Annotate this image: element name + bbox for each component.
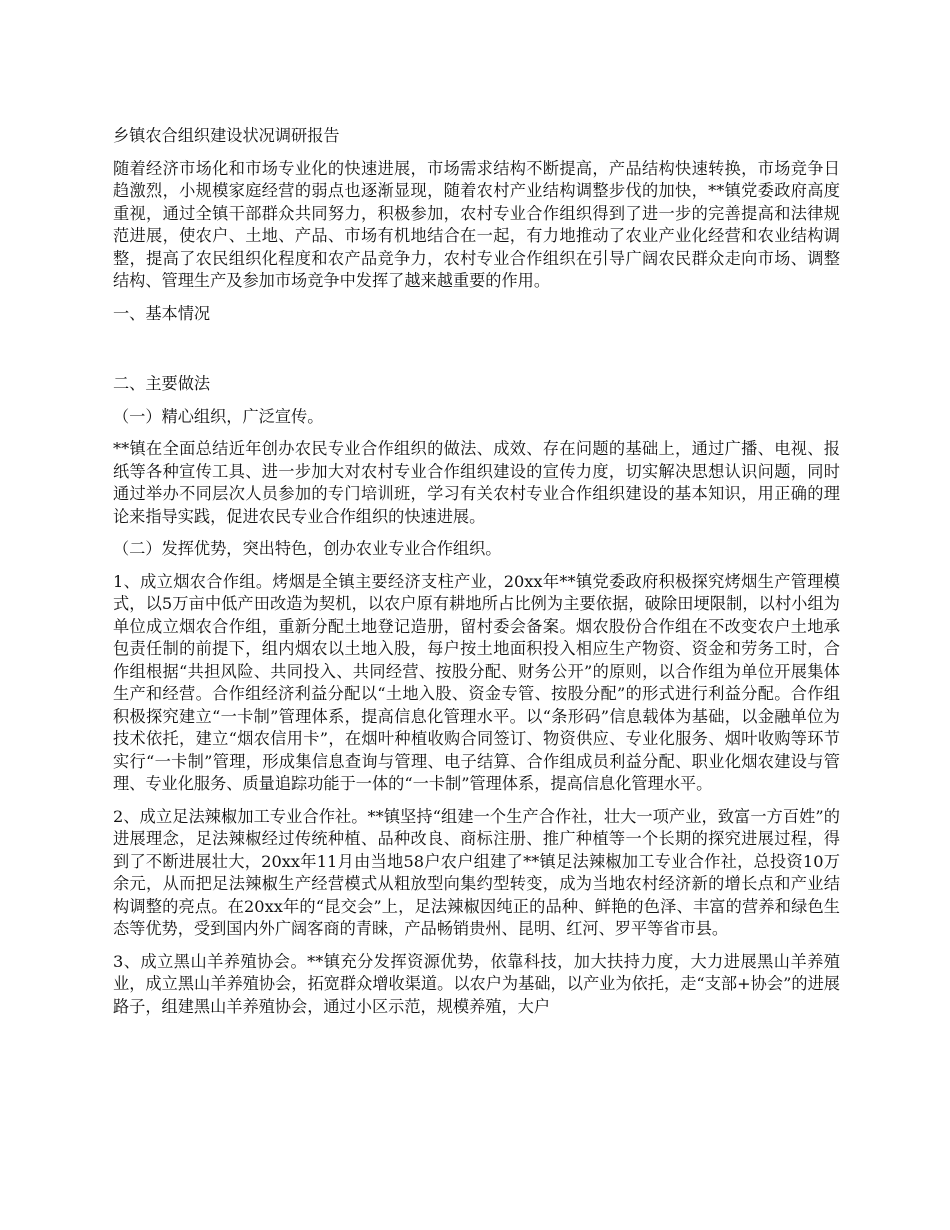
- list-item-tobacco-cooperative: 1、成立烟农合作组。烤烟是全镇主要经济支柱产业，20xx年**镇党委政府积极探究烤烟生产管理模式，以5万亩中低产田改造为契机，以农户原有耕地所占比例为主要依据，破除田埂限制，以村小组为单位成立烟农合作组，重新分配土地登记造册，留村委会备案。烟农股份合作组在不改变农户土地承包责任制的前提下，组内烟农以土地入股，每户按土地面积投入相应生产物资、资金和劳务工时，合作组根据“共担风险、共同投入、共同经营、按股分配、财务公开”的原则，以合作组为单位开展集体生产和经营。合作组经济利益分配以“土地入股、资金专管、按股分配”的形式进行利益分配。合作组积极探究建立“一卡制”管理体系，提高信息化管理水平。以“条形码”信息载体为基础，以金融单位为技术依托，建立“烟农信用卡”，在烟叶种植收购合同签订、物资供应、专业化服务、烟叶收购等环节实行“一卡制”管理，形成集信息查询与管理、电子结算、合作组成员利益分配、职业化烟农建设与管理、专业化服务、质量追踪功能于一体的“一卡制”管理体系，提高信息化管理水平。: [113, 571, 840, 793]
- document-body: [113, 125, 840, 1028]
- subsection-heading-leverage-advantages: （二）发挥优势，突出特色，创办农业专业合作组织。: [113, 539, 502, 558]
- section-heading-main-practices: 二、主要做法: [113, 374, 211, 393]
- subsection-heading-organize-publicize: （一）精心组织，广泛宣传。: [113, 406, 324, 426]
- intro-paragraph: 随着经济市场化和市场专业化的快速进展，市场需求结构不断提高，产品结构快速转换，市场竞争日趋激烈，小规模家庭经营的弱点也逐渐显现，随着农村产业结构调整步伐的加快，**镇党委政府高度重视，通过全镇干部群众共同努力，积极参加，农村专业合作组织得到了进一步的完善提高和法律规范进展，使农户、土地、产品、市场有机地结合在一起，有力地推动了农业产业化经营和农业结构调整，提高了农民组织化程度和农产品竞争力，农村专业合作组织在引导广阔农民群众走向市场、调整结构、管理生产及参加市场竞争中发挥了越来越重要的作用。: [113, 158, 840, 290]
- subsection-paragraph-organize-publicize: **镇在全面总结近年创办农民专业合作组织的做法、成效、存在问题的基础上，通过广播、电视、报纸等各种宣传工具、进一步加大对农村专业合作组织建设的宣传力度，切实解决思想认识问题，同时通过举办不同层次人员参加的专门培训班，学习有关农村专业合作组织建设的基本知识，用正确的理论来指导实践，促进农民专业合作组织的快速进展。: [113, 439, 840, 526]
- list-item-goat-association: 3、成立黑山羊养殖协会。**镇充分发挥资源优势，依靠科技，加大扶持力度，大力进展黑山羊养殖业，成立黑山羊养殖协会，拓宽群众增收渠道。以农户为基础，以产业为依托，走“支部+协会”的进展路子，组建黑山羊养殖协会，通过小区示范，规模养殖，大户: [113, 951, 840, 1016]
- list-item-pepper-cooperative: 2、成立足法辣椒加工专业合作社。**镇坚持“组建一个生产合作社，壮大一项产业，致富一方百姓”的进展理念，足法辣椒经过传统种植、品种改良、商标注册、推广种植等一个长期的探究进展过程，得到了不断进展壮大，20xx年11月由当地58户农户组建了**镇足法辣椒加工专业合作社，总投资10万余元，从而把足法辣椒生产经营模式从粗放型向集约型转变，成为当地农村经济新的增长点和产业结构调整的亮点。在20xx年的“昆交会”上，足法辣椒因纯正的品种、鲜艳的色泽、丰富的营养和绿色生态等优势，受到国内外广阔客商的青睐，产品畅销贵州、昆明、红河、罗平等省市县。: [113, 806, 840, 938]
- document-title: 乡镇农合组织建设状况调研报告: [113, 126, 340, 145]
- section-heading-basic-situation: 一、基本情况: [113, 303, 211, 323]
